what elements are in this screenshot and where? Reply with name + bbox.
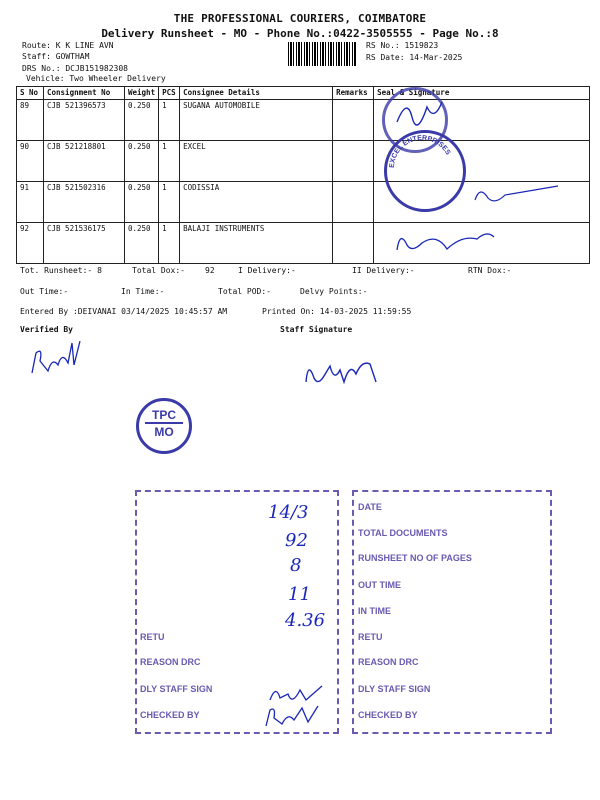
col-sno: S No xyxy=(17,87,44,100)
left-box-label-reason: REASON DRC xyxy=(140,657,201,667)
delvy-points: Delvy Points:- xyxy=(300,287,368,296)
seal-ring-text xyxy=(384,130,460,206)
table-row xyxy=(17,141,590,182)
signature-row-89 xyxy=(392,92,452,132)
company-title: THE PROFESSIONAL COURIERS, COIMBATORE xyxy=(173,12,427,25)
cell-consignee: SUGANA AUTOMOBILE xyxy=(180,100,333,141)
tot-runsheet: Tot. Runsheet:- 8 xyxy=(20,266,102,275)
hand-out-time: 11 xyxy=(288,584,311,605)
route-label: Route: K K LINE AVN xyxy=(22,41,114,50)
hand-total-docs: 92 xyxy=(285,530,308,551)
signature-row-91 xyxy=(470,180,565,210)
in-time: In Time:- xyxy=(121,287,165,296)
right-box-retu: RETU xyxy=(358,632,383,642)
barcode xyxy=(288,42,356,66)
right-box-reason: REASON DRC xyxy=(358,657,419,667)
cell-weight: 0.250 xyxy=(125,100,159,141)
ii-delivery: II Delivery:- xyxy=(352,266,415,275)
out-time: Out Time:- xyxy=(20,287,69,296)
col-weight: Weight xyxy=(125,87,159,100)
svg-text:EXCEL ENTERPRISES: EXCEL ENTERPRISES xyxy=(388,134,452,169)
runsheet-subtitle: Delivery Runsheet - MO - Phone No.:0422-3505555 - Page No.:8 xyxy=(101,27,499,40)
cell-weight: 0.250 xyxy=(125,223,159,264)
right-box-dly-staff: DLY STAFF SIGN xyxy=(358,684,431,694)
drs-label: DRS No.: DCJB151982308 xyxy=(22,64,128,73)
cell-consignment: CJB 521218801 xyxy=(44,141,125,182)
cell-consignee: BALAJI INSTRUMENTS xyxy=(180,223,333,264)
cell-pcs: 1 xyxy=(159,141,180,182)
right-box-out-time: OUT TIME xyxy=(358,580,401,590)
excel-seal-stamp xyxy=(384,130,466,212)
tpc-text: TPC xyxy=(145,408,183,424)
cell-remarks xyxy=(333,182,374,223)
cell-consignment: CJB 521502316 xyxy=(44,182,125,223)
total-dox-value: 92 xyxy=(205,266,215,275)
hand-in-time: 4.36 xyxy=(285,610,326,631)
col-consignee: Consignee Details xyxy=(180,87,333,100)
cell-sno: 91 xyxy=(17,182,44,223)
cell-sno: 92 xyxy=(17,223,44,264)
col-remarks: Remarks xyxy=(333,87,374,100)
cell-sno: 90 xyxy=(17,141,44,182)
staff-signature xyxy=(300,352,390,392)
staff-signature-label: Staff Signature xyxy=(280,325,353,334)
cell-remarks xyxy=(333,141,374,182)
printed-on: Printed On: 14-03-2025 11:59:55 xyxy=(262,307,412,316)
right-box-date: DATE xyxy=(358,502,382,512)
cell-pcs: 1 xyxy=(159,223,180,264)
i-delivery: I Delivery:- xyxy=(238,266,296,275)
table-row xyxy=(17,223,590,264)
tpc-mo-stamp xyxy=(136,398,192,454)
col-pcs: PCS xyxy=(159,87,180,100)
left-box-label-retu: RETU xyxy=(140,632,165,642)
col-seal: Seal & Signature xyxy=(374,87,590,100)
box-signatures xyxy=(262,680,332,730)
right-box-pages: RUNSHEET NO OF PAGES xyxy=(358,553,472,563)
verified-by: Verified By xyxy=(20,325,73,334)
entered-by: Entered By :DEIVANAI 03/14/2025 10:45:57 AM xyxy=(20,307,228,316)
total-dox-label: Total Dox:- xyxy=(132,266,185,275)
cell-weight: 0.250 xyxy=(125,182,159,223)
cell-weight: 0.250 xyxy=(125,141,159,182)
col-consignment: Consignment No xyxy=(44,87,125,100)
vehicle-label: Vehicle: Two Wheeler Delivery xyxy=(26,74,166,83)
staff-label: Staff: GOWTHAM xyxy=(22,52,90,61)
left-box-label-dly-staff: DLY STAFF SIGN xyxy=(140,684,213,694)
cell-consignment: CJB 521536175 xyxy=(44,223,125,264)
total-pod: Total POD:- xyxy=(218,287,271,296)
cell-pcs: 1 xyxy=(159,182,180,223)
right-box-in-time: IN TIME xyxy=(358,606,391,616)
cell-consignee: CODISSIA xyxy=(180,182,333,223)
cell-remarks xyxy=(333,223,374,264)
mo-text: MO xyxy=(154,425,174,439)
left-box-label-checked: CHECKED BY xyxy=(140,710,200,720)
runsheet-table xyxy=(16,86,590,264)
cell-sno: 89 xyxy=(17,100,44,141)
hand-date: 14/3 xyxy=(268,502,309,523)
cell-consignee: EXCEL xyxy=(180,141,333,182)
right-box-checked: CHECKED BY xyxy=(358,710,418,720)
table-row xyxy=(17,100,590,141)
rs-date-label: RS Date: 14-Mar-2025 xyxy=(366,53,463,62)
rtn-dox: RTN Dox:- xyxy=(468,266,512,275)
cell-consignment: CJB 521396573 xyxy=(44,100,125,141)
signature-row-92 xyxy=(392,225,502,260)
table-header-row xyxy=(17,87,590,100)
cell-pcs: 1 xyxy=(159,100,180,141)
verifier-signature xyxy=(28,335,88,380)
hand-pages: 8 xyxy=(290,555,302,576)
rs-no-label: RS No.: 1519823 xyxy=(366,41,439,50)
right-box-total-docs: TOTAL DOCUMENTS xyxy=(358,528,448,538)
cell-remarks xyxy=(333,100,374,141)
